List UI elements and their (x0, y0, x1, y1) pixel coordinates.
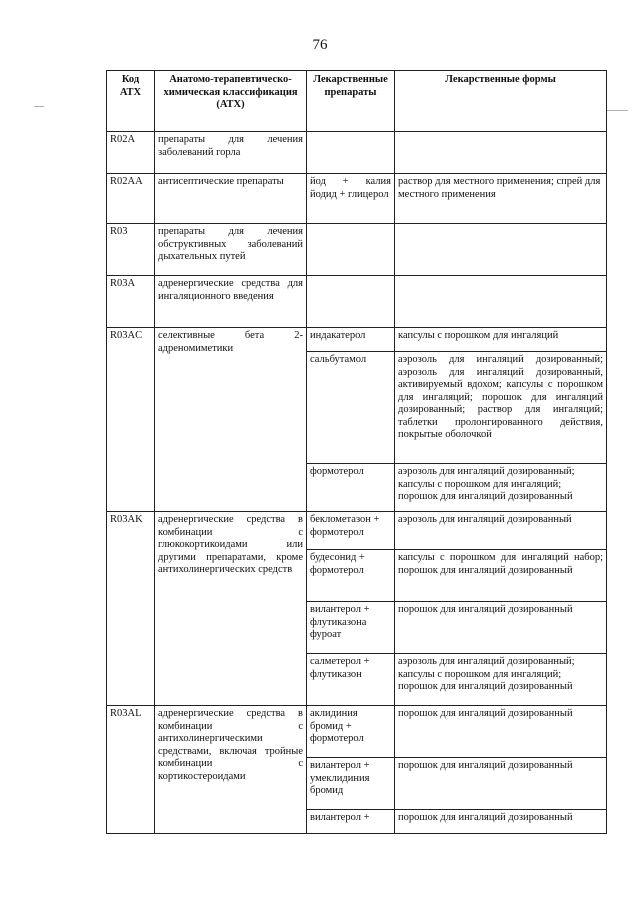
forms-cell: порошок для ингаляций дозированный (395, 810, 607, 834)
drug-cell: индакатерол (307, 328, 395, 352)
header-drugs: Лекарственные препараты (307, 71, 395, 132)
drug-cell: формотерол (307, 464, 395, 512)
atx-code: R03AL (107, 706, 155, 834)
forms-cell (395, 132, 607, 174)
table-header-row (107, 71, 607, 132)
atx-table (106, 70, 607, 834)
atx-code: R03AC (107, 328, 155, 512)
table-row (107, 706, 607, 758)
forms-cell: аэрозоль для ингаляций дозированный; аэрозоль для ингаляций дозированный, активируемый вдохом; капсулы с порошком для ингаляций; порошок для ингаляций дозированный; раствор для ингаляций; таблетки пролонгированного действия, покрытые оболочкой (395, 352, 607, 464)
drug-cell (307, 224, 395, 276)
atx-code: R03AK (107, 512, 155, 706)
forms-cell: порошок для ингаляций дозированный (395, 758, 607, 810)
forms-cell: порошок для ингаляций дозированный (395, 706, 607, 758)
table-row (107, 276, 607, 328)
forms-cell: аэрозоль для ингаляций дозированный; капсулы с порошком для ингаляций; порошок для ингаляций дозированный (395, 464, 607, 512)
forms-cell: раствор для местного применения; спрей для местного применения (395, 174, 607, 224)
drug-cell: вилантерол + (307, 810, 395, 834)
header-forms: Лекарственные формы (395, 71, 607, 132)
forms-cell: капсулы с порошком для ингаляций набор; порошок для ингаляций дозированный (395, 550, 607, 602)
drug-cell: вилантерол + флутиказона фуроат (307, 602, 395, 654)
atx-classification: адренергические средства в комбинации с антихолинергическими средствами, включая тройные комбинации с кортикостероидами (155, 706, 307, 834)
drug-cell: будесонид + формотерол (307, 550, 395, 602)
table-row (107, 512, 607, 550)
atx-classification: препараты для лечения обструктивных заболеваний дыхательных путей (155, 224, 307, 276)
drug-cell (307, 276, 395, 328)
atx-code: R03A (107, 276, 155, 328)
header-classification: Анатомо-терапевтическо-химическая классификация (АТХ) (155, 71, 307, 132)
drug-cell: салметерол + флутиказон (307, 654, 395, 706)
drug-cell: аклидиния бромид + формотерол (307, 706, 395, 758)
forms-cell: аэрозоль для ингаляций дозированный; капсулы с порошком для ингаляций; порошок для ингаляций дозированный (395, 654, 607, 706)
table-row (107, 328, 607, 352)
atx-classification: адренергические средства для ингаляционного введения (155, 276, 307, 328)
drug-cell: сальбутамол (307, 352, 395, 464)
atx-code: R02AA (107, 174, 155, 224)
table-row (107, 174, 607, 224)
forms-cell (395, 224, 607, 276)
atx-code: R02A (107, 132, 155, 174)
drug-cell: вилантерол + умеклидиния бромид (307, 758, 395, 810)
table-row (107, 132, 607, 174)
drug-cell: йод + калия йодид + глицерол (307, 174, 395, 224)
forms-cell (395, 276, 607, 328)
forms-cell: капсулы с порошком для ингаляций (395, 328, 607, 352)
table-row (107, 224, 607, 276)
forms-cell: порошок для ингаляций дозированный (395, 602, 607, 654)
scan-artifact-right (606, 110, 628, 111)
atx-code: R03 (107, 224, 155, 276)
page-number: 76 (312, 37, 328, 53)
forms-cell: аэрозоль для ингаляций дозированный (395, 512, 607, 550)
drug-cell (307, 132, 395, 174)
drug-cell: беклометазон + формотерол (307, 512, 395, 550)
scan-artifact-left (34, 106, 44, 107)
atx-classification: антисептические препараты (155, 174, 307, 224)
header-code: Код АТХ (107, 71, 155, 132)
atx-classification: препараты для лечения заболеваний горла (155, 132, 307, 174)
atx-classification: адренергические средства в комбинации с глюкокортикоидами или другими препаратами, кроме антихолинергических средств (155, 512, 307, 706)
atx-classification: селективные бета 2-адреномиметики (155, 328, 307, 512)
